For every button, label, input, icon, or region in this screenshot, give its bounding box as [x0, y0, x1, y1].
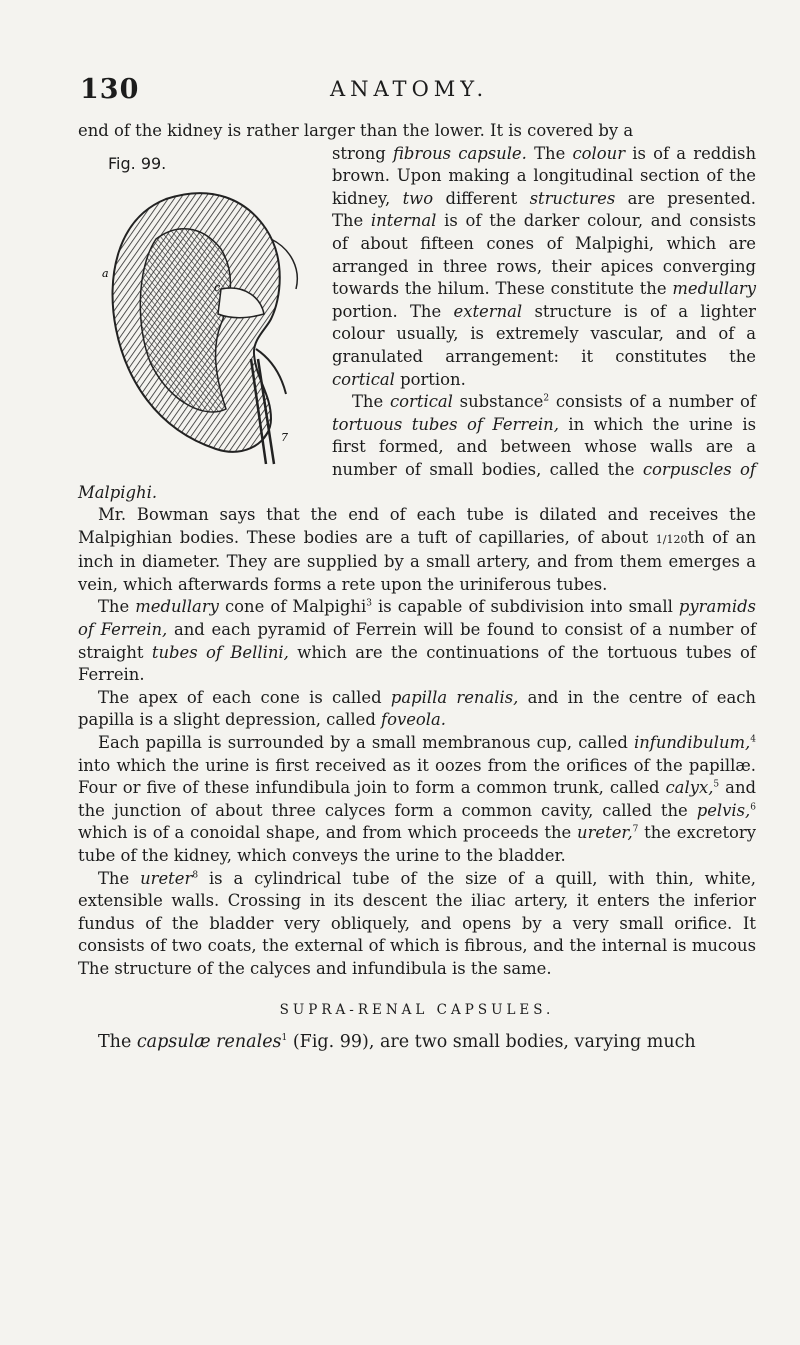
figure-letter-7: 7	[281, 430, 288, 444]
paragraph-cortical: The cortical substance$^2$ consists of a number of tortuous tubes of Ferrein, in which the urine is first formed, and between whose walls are a number of small bodies, called the corpuscles of Malpighi.	[78, 392, 756, 502]
figure-letter-c: c	[214, 280, 221, 294]
kidney-illustration-icon	[96, 179, 316, 469]
paragraph-capsule: strong fibrous capsule. The colour is of a reddish brown. Upon making a longitudinal section of the kidney, two different structures are presented. The internal is of the darker colour, and consists of about fifteen cones of Malpighi, which are arranged in three rows, their apices converging towards the hilum. These constitute the medullary portion. The external structure is of a lighter colour usually, is extremely vascular, and of a granulated arrangement: it constitutes the cortical portion.	[332, 143, 757, 389]
section-heading: SUPRA-RENAL CAPSULES.	[279, 1001, 555, 1018]
paragraph-medullary: The medullary cone of Malpighi$^3$ is capable of subdivision into small pyramids of Ferrein, and each pyramid of Ferrein will be found to consist of a number of straight tubes of Bellini, which are the continuations of the tortuous tubes of Ferrein.	[78, 597, 757, 685]
page-header	[80, 74, 780, 114]
paragraph-continuation-line: end of the kidney is rather larger than the lower. It is covered by a	[78, 121, 634, 140]
paragraph-ureter: The ureter$^8$ is a cylindrical tube of the size of a quill, with thin, white, extensible walls. Crossing in its descent the iliac artery, it enters the inferior fundus of the bladder very obliquely, and opens by a very small orifice. It consists of two coats, the external of which is fibrous, and the internal is mucous The structure of the calyces and infundibula is the same.	[78, 868, 756, 978]
paragraph-papilla: The apex of each cone is called papilla renalis, and in the centre of each papilla is a slight depression, called foveola.	[78, 687, 756, 730]
figure-label: Fig. 99.	[108, 153, 167, 173]
paragraph-infundibulum: Each papilla is surrounded by a small membranous cup, called infundibulum,$^4$ into which the urine is first received as it oozes from the orifices of the papillæ. Four or five of these infundibula join to form a common trunk, called calyx,$^5$ and the junction of about three calyces form a common cavity, called the pelvis,$^6$ which is of a conoidal shape, and from which proceeds the ureter,$^7$ the excretory tube of the kidney, which conveys the urine to the bladder.	[78, 733, 757, 865]
body-text	[78, 120, 756, 1054]
paragraph-supra-renal: The capsulæ renales$^1$ (Fig. 99), are two small bodies, varying much	[98, 1032, 696, 1053]
page-number: 130	[80, 74, 140, 105]
paragraph-bowman: Mr. Bowman says that the end of each tube is dilated and receives the Malpighian bodies. These bodies are a tuft of capillaries, of about 1/120th of an inch in diameter. They are supplied by a small artery, and from them emerges a vein, which afterwards forms a rete upon the uriniferous tubes.	[78, 505, 757, 594]
running-head: ANATOMY.	[330, 77, 489, 101]
figure-letter-a: a	[102, 266, 109, 280]
figure-99	[78, 145, 316, 475]
